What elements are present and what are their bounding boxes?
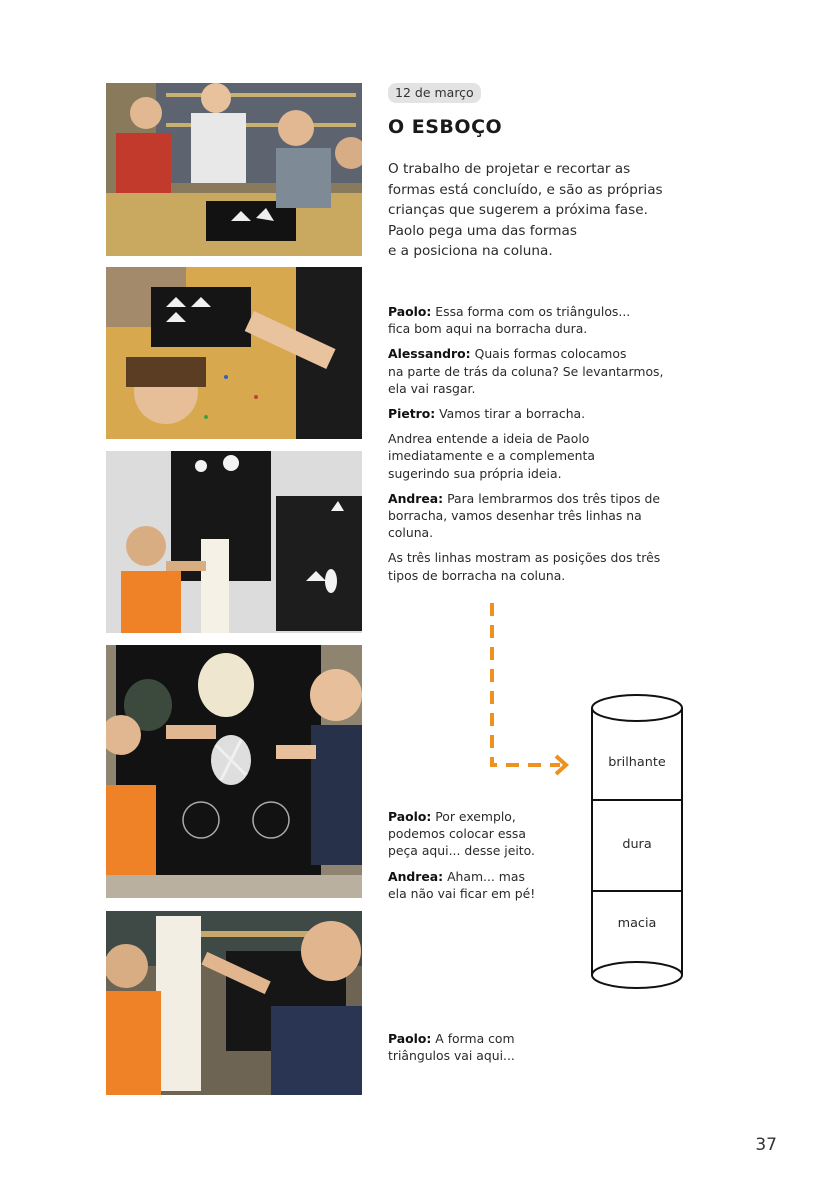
dialogue-entry [388,808,568,860]
narration [388,430,688,482]
dialogue-text: Essa forma com os triângulos... [431,304,631,319]
column-diagram [480,595,700,995]
speaker-name: Andrea: [388,868,444,884]
narration [388,549,688,583]
dialogue-text: Vamos tirar a borracha. [435,406,586,422]
dialogue-entry [388,405,688,422]
dialogue-block-main [388,303,688,592]
page-title: O ESBOÇO [388,116,503,138]
intro-line: e a posiciona na coluna. [388,243,553,259]
cylinder-label-macia: macia [617,916,657,931]
dialogue-text: coluna. [388,525,434,541]
dashed-arrow-line [492,603,560,765]
speaker-name: Alessandro: [388,346,471,362]
dialogue-text: ela vai rasgar. [388,380,476,396]
speaker-name: Paolo: [388,809,432,824]
dialogue-text: Para lembrarmos dos três tipos de [443,490,660,506]
dialogue-entry [388,490,688,542]
dialogue-entry [388,303,688,337]
intro-line: Paolo pega uma das formas [388,222,577,239]
dialogue-entry [388,345,688,397]
dialogue-text: Aham... mas [443,868,525,884]
dialogue-text: podemos colocar essa [388,826,526,842]
speaker-name: Paolo: [388,1031,432,1046]
dialogue-entry [388,868,568,902]
dialogue-block-third [388,1030,568,1072]
dialogue-text: Por exemplo, [431,809,516,824]
speaker-name: Andrea: [388,490,444,506]
intro-line: formas está concluído, e são as próprias [388,181,663,198]
dialogue-text: triângulos vai aqui... [388,1048,515,1064]
narration-text: imediatamente e a complementa [388,448,595,464]
dialogue-text: peça aqui... desse jeito. [388,843,535,859]
photo-boy-drawing-on-column [106,451,362,633]
dialogue-entry [388,1030,568,1064]
photo-children-with-shapes [106,83,362,256]
photo-children-with-black-board [106,645,362,898]
narration-text: sugerindo sua própria ideia. [388,465,562,481]
dialogue-text: A forma com [431,1031,515,1046]
page-number: 37 [755,1135,777,1155]
cylinder-label-brilhante: brilhante [608,755,666,770]
date-badge: 12 de março [388,83,481,103]
cylinder-label-dura: dura [622,837,652,852]
narration-text: Andrea entende a ideia de Paolo [388,431,590,447]
dialogue-text: ela não vai ficar em pé! [388,885,536,901]
dialogue-text: fica bom aqui na borracha dura. [388,321,588,337]
dialogue-text: borracha, vamos desenhar três linhas na [388,508,642,524]
photo-drawing-lines-on-column [106,911,362,1095]
narration-text: As três linhas mostram as posições dos três [388,550,661,566]
speaker-name: Pietro: [388,406,436,422]
intro-line: crianças que sugerem a próxima fase. [388,202,648,218]
intro-paragraph [388,159,688,262]
dialogue-text: na parte de trás da coluna? Se levantarmos, [388,363,664,379]
intro-line: O trabalho de projetar e recortar as [388,161,631,177]
dialogue-text: Quais formas colocamos [470,346,627,362]
speaker-name: Paolo: [388,304,432,319]
photo-placing-triangle-shapes [106,267,362,439]
narration-text: tipos de borracha na coluna. [388,567,566,583]
dialogue-block-second [388,808,568,910]
